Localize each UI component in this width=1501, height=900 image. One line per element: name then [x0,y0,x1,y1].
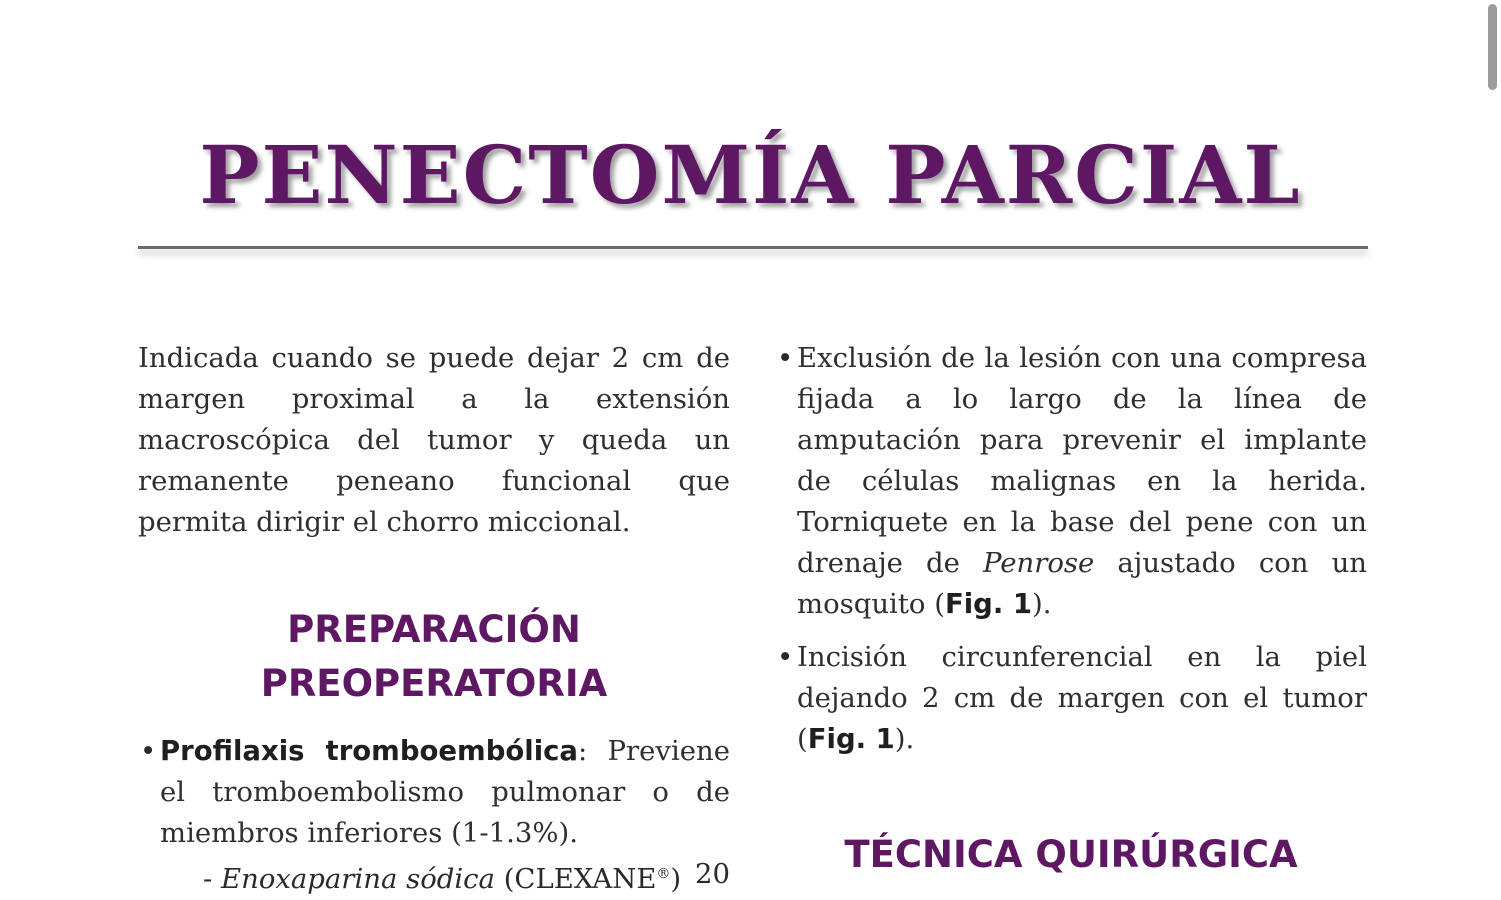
bullet-profilaxis [138,731,730,854]
drug-registered: ® [656,866,671,882]
bullet-body: Exclusión de la lesión con una compresa fijada a lo largo de la línea de amputación para prevenir el implante de células malignas en la herida. Torniquete en la base del pene con un drenaje de [797,342,1367,579]
section-heading-line-2: PREOPERATORIA [260,662,608,705]
bullet-exclusion [775,338,1367,625]
section-heading-preparacion [138,603,730,711]
figure-reference: Fig. 1 [944,588,1032,620]
section-heading-tecnica: TÉCNICA QUIRÚRGICA [844,833,1298,876]
drug-dash: - [203,863,222,896]
bullet-text [797,338,1367,625]
right-column [775,338,1367,882]
drug-line [138,854,730,900]
bullet-text [160,731,730,854]
bullet-body-end: ). [894,723,915,755]
bullet-body: : Previene el tromboembolismo pulmonar o de miembros inferiores (1-1.3%). [160,735,730,849]
left-column [138,338,730,900]
bullet-dot-icon: • [777,641,794,673]
section-heading-line-1: PREPARACIÓN [287,608,581,651]
intro-paragraph: Indicada cuando se puede dejar 2 cm de margen proximal a la extensión macroscópica del tumor y queda un remanente peneano funcional que permita dirigir el chorro miccional. [138,342,730,538]
title-divider [138,246,1368,249]
bullet-body-cont: ajustado con un mosquito ( [797,547,1367,620]
bullet-incision [775,637,1367,760]
drug-dose: 20 [695,858,730,890]
drug-name: Enoxaparina sódica [221,863,495,896]
bullet-body-end: ). [1032,588,1052,620]
bullet-term: Profilaxis tromboembólica [160,735,578,767]
bullet-dot-icon: • [777,342,794,374]
page-title: PENECTOMÍA PARCIAL [199,128,1302,222]
bullet-dot-icon: • [140,735,157,767]
penrose-term: Penrose [982,547,1095,579]
bullet-body: Incisión circunferencial en la piel dejando 2 cm de margen con el tumor ( [797,641,1367,755]
vertical-scrollbar[interactable] [1488,4,1497,90]
drug-brand: (CLEXANE [494,863,657,896]
drug-brand-close: ) [670,863,682,896]
figure-reference: Fig. 1 [807,723,895,755]
bullet-text [797,637,1367,760]
